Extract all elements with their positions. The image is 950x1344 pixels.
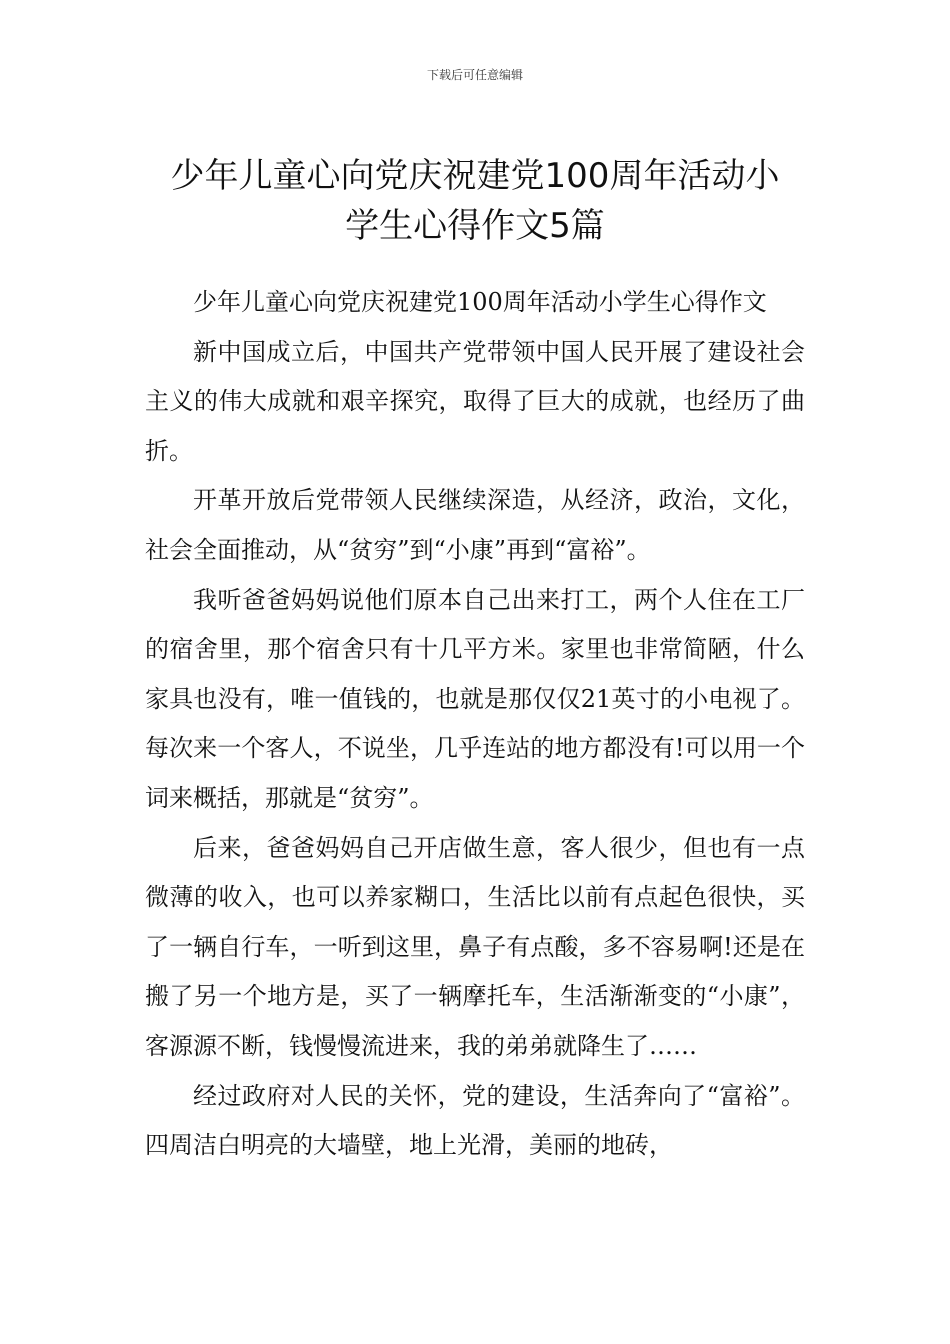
paragraph: 我听爸爸妈妈说他们原本自己出来打工，两个人住在工厂的宿舍里，那个宿舍只有十几平方米。家里也非常简陋，什么家具也没有，唯一值钱的，也就是那仅仅21英寸的小电视了。每次来一个客人，不说坐，几乎连站的地方都没有!可以用一个词来概括，那就是“贫穷”。	[145, 585, 805, 812]
paragraph: 开革开放后党带领人民继续深造，从经济，政治，文化，社会全面推动，从“贫穷”到“小康”再到“富裕”。	[145, 486, 805, 564]
paragraph: 经过政府对人民的关怀，党的建设，生活奔向了“富裕”。四周洁白明亮的大墙壁，地上光滑，美丽的地砖，	[145, 1081, 805, 1160]
paragraph-subtitle: 少年儿童心向党庆祝建党100周年活动小学生心得作文	[193, 288, 767, 316]
document-title	[145, 151, 805, 251]
paragraph: 后来，爸爸妈妈自己开店做生意，客人很少，但也有一点微薄的收入，也可以养家糊口，生活比以前有点起色很快，买了一辆自行车，一听到这里，鼻子有点酸，多不容易啊!还是在搬了另一个地方是，买了一辆摩托车，生活渐渐变的“小康”，客源源不断，钱慢慢流进来，我的弟弟就降生了……	[145, 833, 805, 1060]
title-line-2: 学生心得作文5篇	[345, 205, 605, 246]
document-body	[145, 278, 805, 1171]
header-note: 下载后可任意编辑	[426, 68, 523, 82]
title-line-1: 少年儿童心向党庆祝建党100周年活动小	[170, 155, 780, 196]
paragraph: 新中国成立后，中国共产党带领中国人民开展了建设社会主义的伟大成就和艰辛探究，取得了巨大的成就，也经历了曲折。	[145, 337, 805, 465]
